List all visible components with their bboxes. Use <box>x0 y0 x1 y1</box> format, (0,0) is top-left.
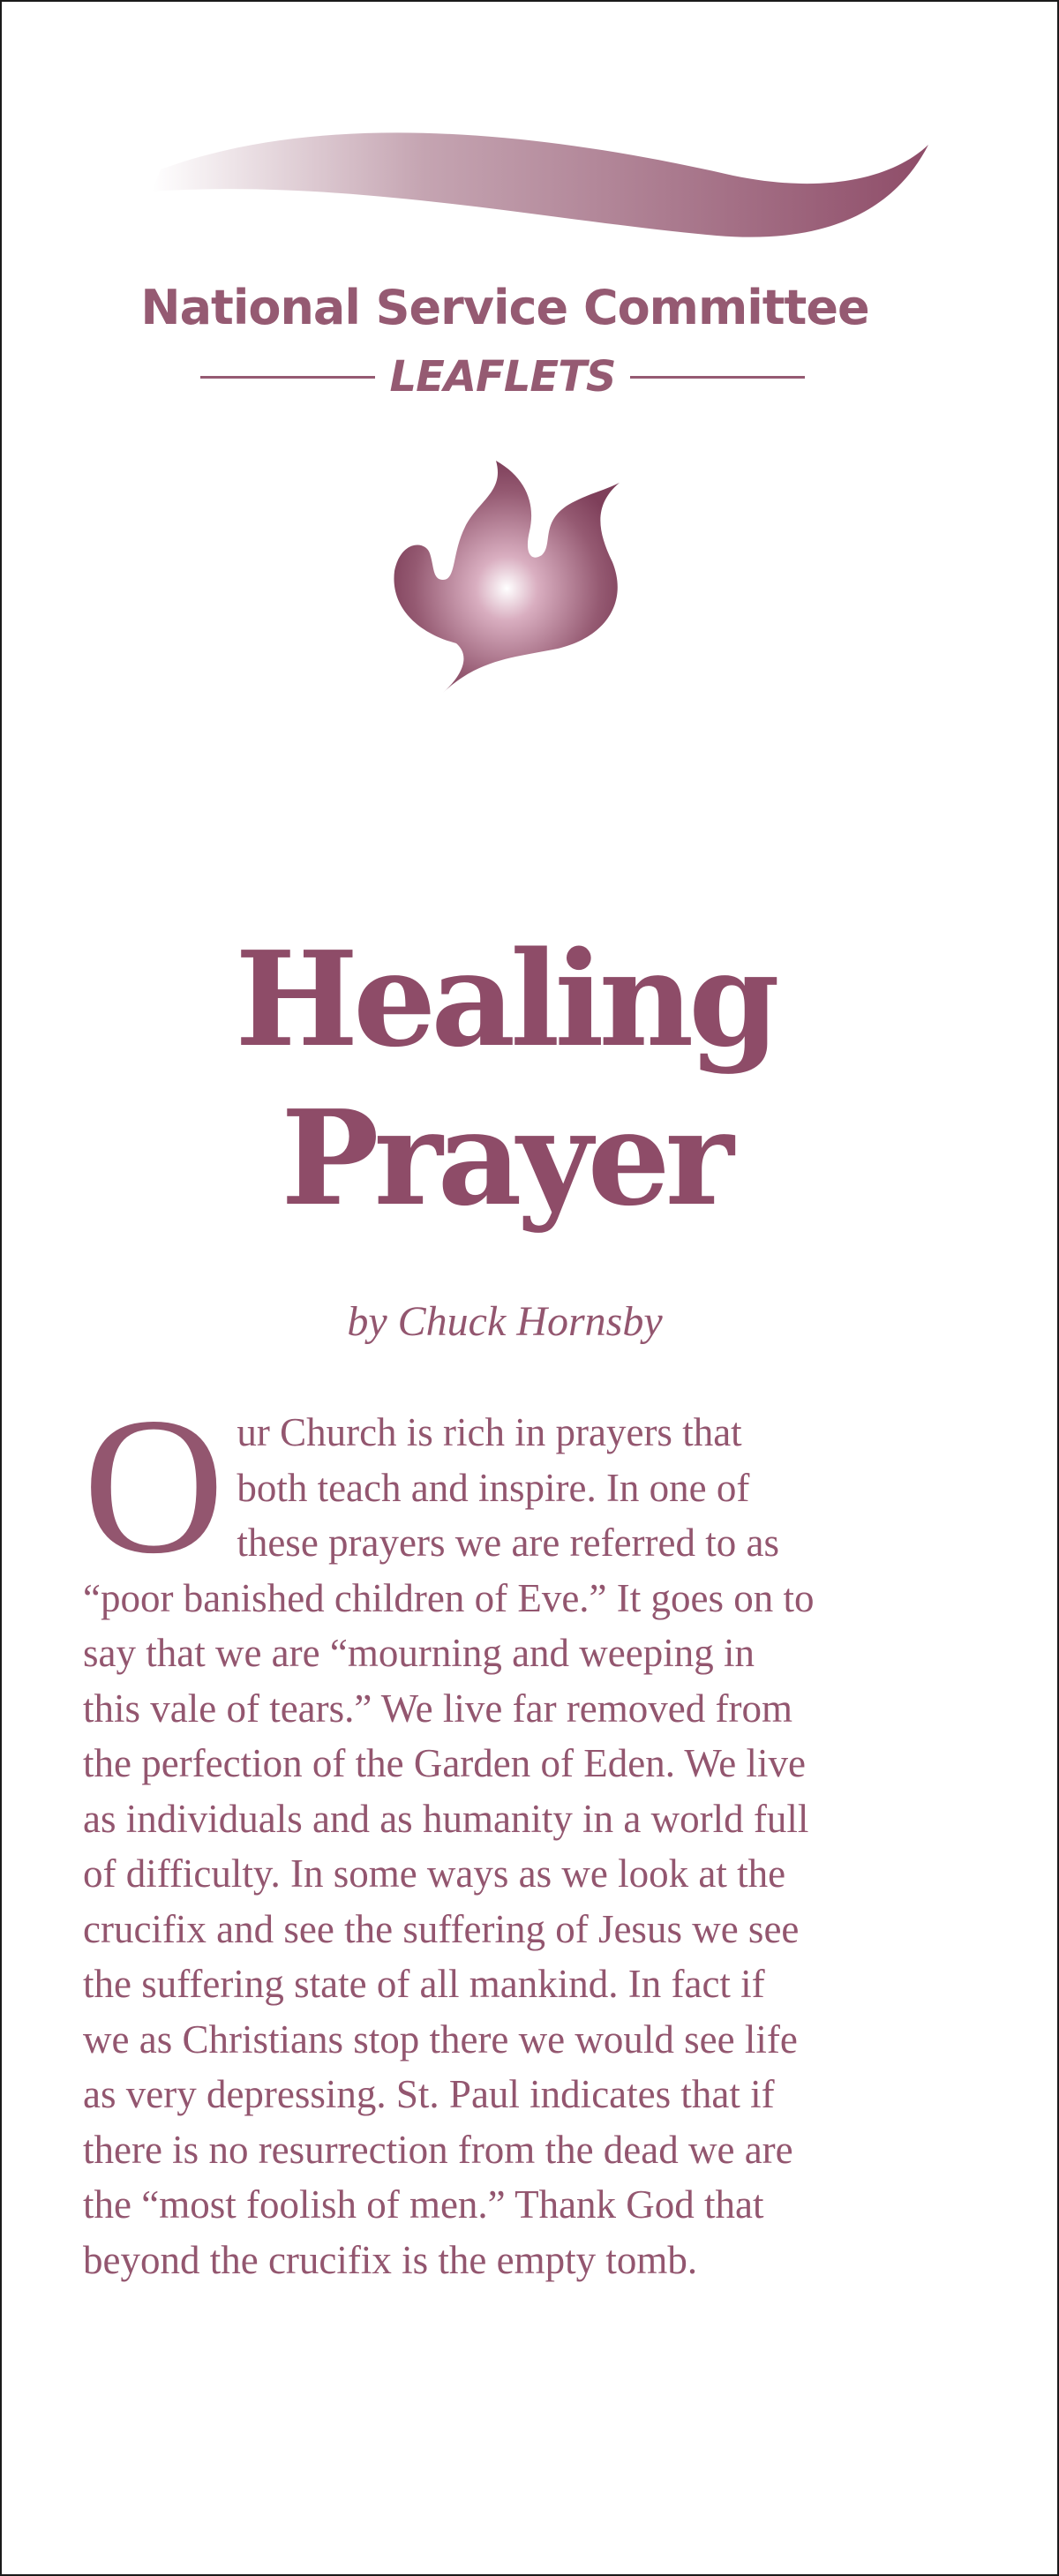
left-rule-divider <box>200 376 375 379</box>
series-row <box>200 348 805 406</box>
paragraph-line: ur Church is rich in prayers that <box>237 1410 742 1454</box>
title-line-1: Healing <box>235 922 775 1076</box>
paragraph-line: we as Christians stop there we would see life <box>83 2016 798 2062</box>
paragraph-line: as very depressing. St. Paul indicates that if <box>83 2072 775 2116</box>
paragraph-line: the suffering state of all mankind. In fact if <box>83 1962 765 2006</box>
paragraph-line: these prayers we are referred to as <box>237 1521 779 1565</box>
paragraph-line: crucifix and see the suffering of Jesus we see <box>83 1906 800 1951</box>
paragraph-line: of difficulty. In some ways as we look at the <box>83 1851 786 1896</box>
paragraph-line: beyond the crucifix is the empty tomb. <box>83 2237 698 2282</box>
drop-cap: O <box>83 1378 225 1595</box>
body-paragraph <box>83 1378 948 2287</box>
organization-name: National Service Committee <box>140 280 869 335</box>
paragraph-line: the perfection of the Garden of Eden. We live <box>83 1741 806 1785</box>
paragraph-line: there is no resurrection from the dead we are <box>83 2127 793 2172</box>
holy-spirit-flame-icon <box>381 456 628 712</box>
right-rule-divider <box>630 376 805 379</box>
paragraph-line: “poor banished children of Eve.” It goes on to <box>83 1575 815 1620</box>
swoosh-banner-icon <box>152 116 928 249</box>
paragraph-line: say that we are “mourning and weeping in <box>83 1631 755 1675</box>
paragraph-line: both teach and inspire. In one of <box>237 1465 750 1510</box>
paragraph-line: as individuals and as humanity in a world full <box>83 1796 809 1841</box>
series-label: LEAFLETS <box>389 352 616 402</box>
leaflet-title <box>2 920 1008 1237</box>
paragraph-line: the “most foolish of men.” Thank God that <box>83 2182 764 2227</box>
author-byline: by Chuck Hornsby <box>347 1298 663 1345</box>
paragraph-line: this vale of tears.” We live far removed from <box>83 1686 792 1731</box>
title-line-2: Prayer <box>281 1081 729 1235</box>
